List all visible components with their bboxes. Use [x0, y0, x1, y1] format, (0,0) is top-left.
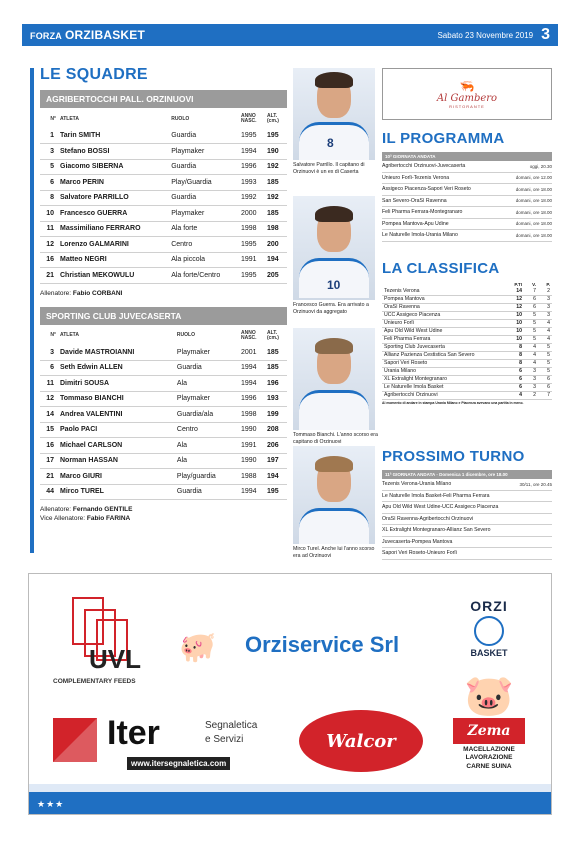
cell-p: 4 — [538, 327, 552, 335]
cell-name: Salvatore PARRILLO — [58, 190, 169, 206]
cell-v: 5 — [524, 319, 538, 327]
pig-icon: 🐖 — [179, 631, 217, 664]
cell-team: Allianz Pazienza Cestistica San Severo — [382, 351, 510, 359]
photo-caption-3: Tommaso Bianchi. L'anno scorso era capitano di Orzinuovi — [293, 432, 378, 445]
header-date: Sabato 23 Novembre 2019 — [437, 30, 534, 40]
cell-year: 2001 — [239, 345, 265, 361]
prossimo-list — [382, 470, 552, 560]
cell-n: 12 — [40, 237, 58, 253]
cell-year: 1988 — [239, 469, 265, 485]
col-ruolo: RUOLO — [171, 115, 190, 122]
col-anno: ANNO NASC. — [241, 113, 257, 124]
col-n: N° — [50, 115, 56, 122]
cell-team: UCC Assigeco Piacenza — [382, 311, 510, 319]
cell-name: Davide MASTROIANNI — [58, 345, 175, 361]
table-row — [40, 391, 287, 407]
cell-role: Play/Guardia — [169, 175, 239, 191]
cell-year: 1991 — [239, 438, 265, 454]
cell-h: 185 — [265, 206, 287, 222]
table-row — [382, 351, 552, 359]
team1-bar: AGRIBERTOCCHI PALL. ORZINUOVI — [40, 90, 287, 108]
table-row — [382, 391, 552, 399]
cell-h: 195 — [265, 484, 287, 500]
zema-name: Zema — [453, 718, 525, 744]
cell-v: 6 — [524, 303, 538, 311]
table-row — [382, 327, 552, 335]
table-row — [40, 221, 287, 237]
programma-bar: 10ª GIORNATA ANDATA — [382, 152, 552, 161]
list-item: Unieuro Forlì-Tezenis Verona domani, ore 12.00 — [382, 173, 552, 185]
team2-roster — [40, 325, 287, 501]
cell-year: 1998 — [239, 407, 265, 423]
list-item: Tezenis Verona-Urania Milano 30/11, ore 20.45 — [382, 479, 552, 491]
table-row — [40, 469, 287, 485]
cell-pt: 10 — [510, 319, 524, 327]
list-item: Assigeco Piacenza-Sapori Veri Roseto domani, ore 18.00 — [382, 184, 552, 196]
cell-n: 16 — [40, 438, 58, 454]
cell-v: 3 — [524, 367, 538, 375]
cell-v: 4 — [524, 351, 538, 359]
cell-n: 10 — [40, 206, 58, 222]
list-item: Le Naturelle Imola-Urania Milano domani, ore 18.00 — [382, 230, 552, 242]
cell-p: 5 — [538, 367, 552, 375]
table-row — [40, 175, 287, 191]
classifica-note: Al momento di andare in stampa Urania Milano e Piacenza avevano una partita in meno. — [382, 400, 524, 405]
table-row — [382, 367, 552, 375]
photo-caption-2: Francesco Guerra. Era arrivato a Orzinuovi da aggregato — [293, 302, 369, 315]
table-row — [40, 438, 287, 454]
table-row — [382, 303, 552, 311]
iter-name: Iter — [107, 714, 160, 752]
cell-p: 5 — [538, 359, 552, 367]
cell-role: Centro — [175, 422, 239, 438]
col-ruolo: RUOLO — [176, 332, 195, 338]
cell-v: 7 — [524, 287, 538, 295]
cell-n: 11 — [40, 221, 58, 237]
cell-h: 185 — [265, 360, 287, 376]
cell-pt: 6 — [510, 375, 524, 383]
cell-n: 6 — [40, 360, 58, 376]
col-pt: P.TI — [514, 282, 522, 287]
cell-team: Tezenis Verona — [382, 287, 510, 295]
cell-year: 1994 — [239, 144, 265, 160]
cell-name: Tommaso BIANCHI — [58, 391, 175, 407]
cell-h: 185 — [265, 345, 287, 361]
zema-pig-icon: 🐷 — [464, 674, 514, 718]
cell-n: 21 — [40, 469, 58, 485]
table-row — [382, 375, 552, 383]
cell-v: 5 — [524, 327, 538, 335]
player-photo-1: 8 — [293, 68, 375, 160]
cell-v: 3 — [524, 383, 538, 391]
cell-role: Playmaker — [175, 345, 239, 361]
list-item: Juvecaserta-Pompea Mantova — [382, 537, 552, 549]
stars-icon: ★★★ — [37, 799, 65, 809]
player-photo-4 — [293, 446, 375, 544]
cell-v: 5 — [524, 335, 538, 343]
cell-h: 206 — [265, 438, 287, 454]
cell-team: Le Naturelle Imola Basket — [382, 383, 510, 391]
cell-year: 1990 — [239, 453, 265, 469]
list-item: OraSì Ravenna-Agribertocchi Orzinuovi — [382, 514, 552, 526]
cell-h: 194 — [265, 469, 287, 485]
cell-role: Ala — [175, 376, 239, 392]
cell-year: 1995 — [239, 128, 265, 144]
cell-role: Ala forte/Centro — [169, 268, 239, 284]
col-p: P. — [546, 282, 550, 287]
table-row — [40, 206, 287, 222]
classifica-block — [382, 282, 552, 405]
uvl-text: UVL — [89, 644, 141, 674]
cell-year: 1998 — [239, 221, 265, 237]
uvl-sub: COMPLEMENTARY FEEDS — [53, 678, 136, 685]
cell-n: 16 — [40, 252, 58, 268]
team2-coach: Allenatore: Fernando GENTILE — [40, 506, 133, 513]
shrimp-icon: 🦐 — [459, 79, 475, 93]
cell-year: 1996 — [239, 391, 265, 407]
cell-name: Seth Edwin ALLEN — [58, 360, 175, 376]
team1-coach: Allenatore: Fabio CORBANI — [40, 289, 123, 297]
cell-p: 3 — [538, 295, 552, 303]
cell-year: 1993 — [239, 175, 265, 191]
zema-text: MACELLAZIONE LAVORAZIONE CARNE SUINA — [463, 746, 515, 770]
table-row — [382, 295, 552, 303]
list-item: Feli Pharma Ferrara-Montegranaro domani, ore 18.00 — [382, 207, 552, 219]
cell-team: Agribertocchi Orzinuovi — [382, 391, 510, 399]
cell-v: 4 — [524, 343, 538, 351]
table-row — [40, 360, 287, 376]
cell-n: 8 — [40, 190, 58, 206]
cell-p: 3 — [538, 311, 552, 319]
iter-line2: e Servizi — [205, 734, 244, 745]
cell-year: 1995 — [239, 237, 265, 253]
list-item: Agribertocchi Orzinuovi-Juvecaserta oggi, 20.30 — [382, 161, 552, 173]
col-atleta: ATLETA — [60, 115, 79, 122]
table-row — [40, 407, 287, 423]
cell-p: 5 — [538, 343, 552, 351]
cell-name: Andrea VALENTINI — [58, 407, 175, 423]
cell-year: 1995 — [239, 268, 265, 284]
programma-list — [382, 152, 552, 242]
cell-team: Sapori Veri Roseto — [382, 359, 510, 367]
orziservice-text: Orziservice Srl — [245, 632, 400, 657]
cell-name: Matteo NEGRI — [58, 252, 169, 268]
table-row — [40, 190, 287, 206]
cell-role: Ala — [175, 438, 239, 454]
cell-pt: 8 — [510, 343, 524, 351]
cell-name: Tarin SMITH — [58, 128, 169, 144]
cell-p: 4 — [538, 335, 552, 343]
cell-n: 5 — [40, 159, 58, 175]
prossimo-bar: 11ª GIORNATA ANDATA - Domenica 1 dicembre, ore 18.00 — [382, 470, 552, 479]
cell-pt: 6 — [510, 383, 524, 391]
table-row — [40, 268, 287, 284]
col-v: V. — [532, 282, 536, 287]
cell-name: Marco PERIN — [58, 175, 169, 191]
page-number: 3 — [541, 26, 550, 43]
cell-h: 200 — [265, 237, 287, 253]
cell-h: 196 — [265, 376, 287, 392]
cell-year: 1996 — [239, 159, 265, 175]
team2-bar: SPORTING CLUB JUVECASERTA — [40, 307, 287, 325]
cell-n: 21 — [40, 268, 58, 284]
iter-logo-mark — [53, 718, 97, 762]
sponsor-area — [28, 573, 552, 815]
table-row — [382, 359, 552, 367]
cell-p: 5 — [538, 351, 552, 359]
cell-team: Urania Milano — [382, 367, 510, 375]
cell-role: Guardia — [169, 128, 239, 144]
cell-role: Guardia/ala — [175, 407, 239, 423]
cell-name: Giacomo SIBERNA — [58, 159, 169, 175]
cell-name: Marco GIURI — [58, 469, 175, 485]
table-row — [40, 159, 287, 175]
rosters — [40, 90, 287, 522]
cell-pt: 6 — [510, 367, 524, 375]
cell-v: 2 — [524, 391, 538, 399]
cell-p: 6 — [538, 383, 552, 391]
left-accent-bar — [30, 68, 34, 553]
cell-name: Stefano BOSSI — [58, 144, 169, 160]
cell-h: 197 — [265, 453, 287, 469]
table-row — [382, 335, 552, 343]
cell-team: Feli Pharma Ferrara — [382, 335, 510, 343]
cell-name: Norman HASSAN — [58, 453, 175, 469]
table-row — [40, 128, 287, 144]
cell-name: Christian MEKOWULU — [58, 268, 169, 284]
walcor-logo: Walcor — [299, 710, 423, 772]
photo-caption-1: Salvatore Parrillo. Il capitano di Orzinuovi è un ex di Caserta — [293, 162, 365, 175]
cell-h: 208 — [265, 422, 287, 438]
cell-name: Lorenzo GALMARINI — [58, 237, 169, 253]
cell-h: 194 — [265, 252, 287, 268]
list-item: San Severo-OraSì Ravenna domani, ore 18.00 — [382, 196, 552, 208]
cell-pt: 12 — [510, 295, 524, 303]
table-row — [382, 343, 552, 351]
cell-team: Unieuro Forlì — [382, 319, 510, 327]
cell-pt: 8 — [510, 351, 524, 359]
team2-vice-coach: Vice Allenatore: Fabio FARINA — [40, 515, 131, 522]
table-row — [382, 383, 552, 391]
cell-n: 15 — [40, 422, 58, 438]
orzi-basket-logo: ORZI BASKET — [470, 598, 508, 658]
cell-n: 11 — [40, 376, 58, 392]
list-item: Sapori Veri Roseto-Unieuro Forlì — [382, 548, 552, 560]
iter-line1: Segnaletica — [205, 720, 258, 731]
cell-role: Ala — [175, 453, 239, 469]
cell-p: 2 — [538, 287, 552, 295]
list-item: Le Naturelle Imola Basket-Feli Pharma Ferrara — [382, 491, 552, 503]
cell-name: Massimiliano FERRARO — [58, 221, 169, 237]
cell-team: Sporting Club Juvecaserta — [382, 343, 510, 351]
cell-year: 1994 — [239, 484, 265, 500]
cell-h: 198 — [265, 221, 287, 237]
cell-name: Dimitri SOUSA — [58, 376, 175, 392]
col-alt: ALT. (cm.) — [267, 329, 279, 341]
cell-team: OraSì Ravenna — [382, 303, 510, 311]
list-item: XL Extralight Montegranaro-Allianz San Severo — [382, 525, 552, 537]
table-row — [40, 144, 287, 160]
cell-n: 17 — [40, 453, 58, 469]
cell-v: 3 — [524, 375, 538, 383]
cell-h: 185 — [265, 175, 287, 191]
cell-h: 193 — [265, 391, 287, 407]
cell-role: Guardia — [169, 159, 239, 175]
col-anno: ANNO NASC. — [241, 329, 257, 341]
cell-h: 195 — [265, 128, 287, 144]
sponsor-al-gambero: 🦐 Al Gambero RISTORANTE — [382, 68, 552, 120]
cell-n: 12 — [40, 391, 58, 407]
header-brand: FORZA ORZIBASKET — [30, 28, 145, 42]
cell-pt: 4 — [510, 391, 524, 399]
sponsor-footer-bar — [29, 792, 551, 814]
cell-team: XL Extralight Montegranaro — [382, 375, 510, 383]
team1-roster — [40, 108, 287, 284]
cell-name: Paolo PACI — [58, 422, 175, 438]
cell-n: 44 — [40, 484, 58, 500]
cell-team: Apu Old Wild West Udine — [382, 327, 510, 335]
col-n: N° — [50, 332, 56, 338]
photo-caption-4: Mirco Turel. Anche lui l'anno scorso era ad Orzinuovi — [293, 546, 375, 559]
table-row — [382, 287, 552, 295]
basketball-icon — [474, 616, 504, 646]
cell-pt: 8 — [510, 359, 524, 367]
list-item: Pompea Mantova-Apu Udine domani, ore 18.00 — [382, 219, 552, 231]
squadre-title: LE SQUADRE — [40, 66, 148, 83]
classifica-title: LA CLASSIFICA — [382, 260, 500, 277]
cell-pt: 12 — [510, 303, 524, 311]
prossimo-title: PROSSIMO TURNO — [382, 448, 525, 465]
cell-name: Michael CARLSON — [58, 438, 175, 454]
cell-n: 6 — [40, 175, 58, 191]
cell-h: 199 — [265, 407, 287, 423]
cell-year: 1994 — [239, 360, 265, 376]
cell-h: 192 — [265, 159, 287, 175]
cell-role: Play/guardia — [175, 469, 239, 485]
col-alt: ALT. (cm.) — [267, 113, 279, 124]
cell-role: Playmaker — [169, 144, 239, 160]
table-row — [40, 237, 287, 253]
player-photo-2: 10 — [293, 196, 375, 300]
cell-p: 7 — [538, 391, 552, 399]
iter-url: www.itersegnaletica.com — [127, 757, 230, 770]
cell-year: 1991 — [239, 252, 265, 268]
cell-p: 6 — [538, 375, 552, 383]
cell-n: 3 — [40, 144, 58, 160]
cell-pt: 10 — [510, 327, 524, 335]
cell-h: 192 — [265, 190, 287, 206]
programma-title: IL PROGRAMMA — [382, 130, 505, 147]
cell-p: 3 — [538, 303, 552, 311]
table-row — [40, 252, 287, 268]
cell-v: 5 — [524, 311, 538, 319]
table-row — [40, 422, 287, 438]
cell-role: Guardia — [175, 484, 239, 500]
table-row — [40, 376, 287, 392]
list-item: Apu Old Wild West Udine-UCC Assigeco Piacenza — [382, 502, 552, 514]
col-atleta: ATLETA — [60, 332, 79, 338]
table-row — [382, 311, 552, 319]
cell-year: 1990 — [239, 422, 265, 438]
cell-role: Ala piccola — [169, 252, 239, 268]
cell-n: 1 — [40, 128, 58, 144]
cell-role: Guardia — [169, 190, 239, 206]
table-row — [40, 453, 287, 469]
cell-team: Pompea Mantova — [382, 295, 510, 303]
cell-role: Playmaker — [169, 206, 239, 222]
table-row — [382, 319, 552, 327]
cell-h: 190 — [265, 144, 287, 160]
cell-role: Ala forte — [169, 221, 239, 237]
page-header — [22, 24, 558, 46]
cell-name: Francesco GUERRA — [58, 206, 169, 222]
cell-h: 205 — [265, 268, 287, 284]
cell-role: Playmaker — [175, 391, 239, 407]
cell-n: 14 — [40, 407, 58, 423]
cell-role: Guardia — [175, 360, 239, 376]
cell-pt: 10 — [510, 311, 524, 319]
cell-n: 3 — [40, 345, 58, 361]
cell-name: Mirco TUREL — [58, 484, 175, 500]
player-photo-3 — [293, 328, 375, 430]
cell-p: 4 — [538, 319, 552, 327]
cell-pt: 14 — [510, 287, 524, 295]
cell-v: 6 — [524, 295, 538, 303]
cell-year: 1994 — [239, 376, 265, 392]
cell-role: Centro — [169, 237, 239, 253]
cell-year: 1992 — [239, 190, 265, 206]
table-row — [40, 345, 287, 361]
cell-v: 4 — [524, 359, 538, 367]
table-row — [40, 484, 287, 500]
cell-pt: 10 — [510, 335, 524, 343]
classifica-table — [382, 282, 552, 400]
cell-year: 2000 — [239, 206, 265, 222]
